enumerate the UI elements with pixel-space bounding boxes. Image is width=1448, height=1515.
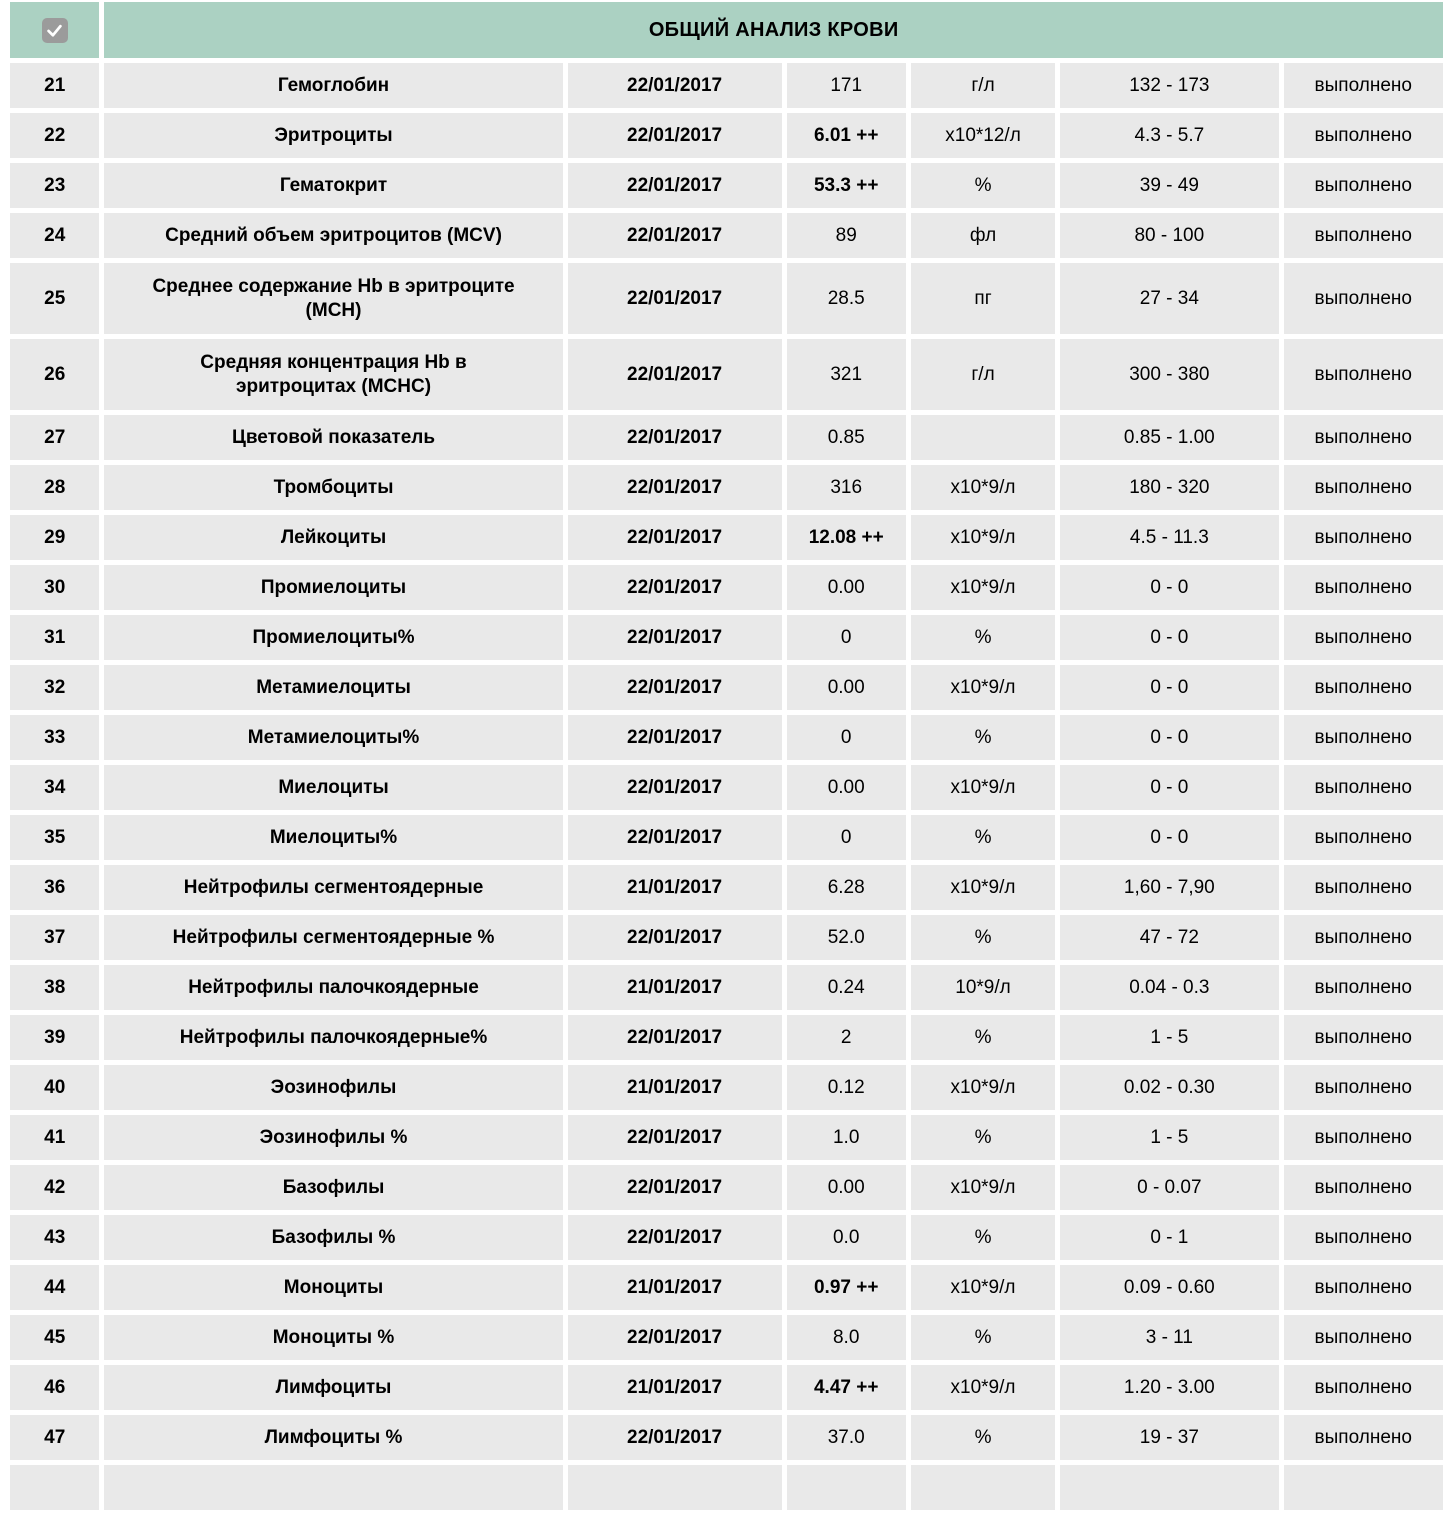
reference-range: 3 - 11: [1060, 1315, 1278, 1360]
reference-range: 0.09 - 0.60: [1060, 1265, 1278, 1310]
test-name: Метамиелоциты%: [104, 715, 562, 760]
row-number: 39: [10, 1015, 99, 1060]
row-number: 36: [10, 865, 99, 910]
status-label: выполнено: [1284, 865, 1443, 910]
test-value: 12.08 ++: [787, 515, 906, 560]
table-row: [10, 63, 1443, 108]
reference-range: 0 - 0: [1060, 615, 1278, 660]
test-unit: %: [911, 1115, 1055, 1160]
test-value: 0.85: [787, 415, 906, 460]
test-date: 22/01/2017: [568, 263, 782, 334]
test-value: 0.12: [787, 1065, 906, 1110]
row-number: 43: [10, 1215, 99, 1260]
reference-range: 0 - 0: [1060, 815, 1278, 860]
select-all-checkbox[interactable]: [42, 18, 68, 43]
test-name: Средний объем эритроцитов (MCV): [104, 213, 562, 258]
table-row-partial: [10, 1465, 1443, 1510]
test-date: 22/01/2017: [568, 213, 782, 258]
test-value: 0.24: [787, 965, 906, 1010]
row-number: 45: [10, 1315, 99, 1360]
test-date: [568, 1465, 782, 1510]
table-row: [10, 765, 1443, 810]
table-row: [10, 715, 1443, 760]
table-row: [10, 213, 1443, 258]
test-value: 2: [787, 1015, 906, 1060]
test-value: 0: [787, 615, 906, 660]
test-unit: [911, 415, 1055, 460]
status-label: выполнено: [1284, 665, 1443, 710]
status-label: выполнено: [1284, 163, 1443, 208]
test-date: 22/01/2017: [568, 765, 782, 810]
reference-range: 27 - 34: [1060, 263, 1278, 334]
status-label: выполнено: [1284, 339, 1443, 410]
row-number: 27: [10, 415, 99, 460]
test-date: 22/01/2017: [568, 665, 782, 710]
test-unit: x10*9/л: [911, 665, 1055, 710]
table-row: [10, 965, 1443, 1010]
test-value: 0.00: [787, 665, 906, 710]
table-row: [10, 665, 1443, 710]
table-row: [10, 1315, 1443, 1360]
test-name: Лимфоциты %: [104, 1415, 562, 1460]
test-date: 22/01/2017: [568, 113, 782, 158]
table-row: [10, 415, 1443, 460]
test-unit: %: [911, 1315, 1055, 1360]
test-name: Метамиелоциты: [104, 665, 562, 710]
table-row: [10, 263, 1443, 334]
test-value: 6.28: [787, 865, 906, 910]
section-title: ОБЩИЙ АНАЛИЗ КРОВИ: [104, 2, 1443, 58]
test-name: Нейтрофилы сегментоядерные %: [104, 915, 562, 960]
select-all-cell: [10, 2, 99, 58]
table-row: [10, 163, 1443, 208]
test-value: 316: [787, 465, 906, 510]
table-row: [10, 515, 1443, 560]
test-date: 22/01/2017: [568, 715, 782, 760]
table-row: [10, 615, 1443, 660]
status-label: выполнено: [1284, 213, 1443, 258]
test-unit: фл: [911, 213, 1055, 258]
row-number: 30: [10, 565, 99, 610]
row-number: 24: [10, 213, 99, 258]
test-date: 21/01/2017: [568, 1265, 782, 1310]
reference-range: 80 - 100: [1060, 213, 1278, 258]
row-number: 23: [10, 163, 99, 208]
test-name: Гемоглобин: [104, 63, 562, 108]
row-number: 31: [10, 615, 99, 660]
table-row: [10, 339, 1443, 410]
table-row: [10, 1065, 1443, 1110]
test-date: 22/01/2017: [568, 1415, 782, 1460]
row-number: 33: [10, 715, 99, 760]
test-unit: г/л: [911, 63, 1055, 108]
row-number: 37: [10, 915, 99, 960]
table-row: [10, 1015, 1443, 1060]
table-row: [10, 465, 1443, 510]
test-name: Эозинофилы: [104, 1065, 562, 1110]
status-label: выполнено: [1284, 113, 1443, 158]
row-number: 21: [10, 63, 99, 108]
test-unit: %: [911, 1015, 1055, 1060]
test-name: Нейтрофилы палочкоядерные: [104, 965, 562, 1010]
status-label: выполнено: [1284, 565, 1443, 610]
test-date: 22/01/2017: [568, 63, 782, 108]
row-number: [10, 1465, 99, 1510]
test-name: Лейкоциты: [104, 515, 562, 560]
table-row: [10, 815, 1443, 860]
test-unit: %: [911, 1415, 1055, 1460]
test-name: Тромбоциты: [104, 465, 562, 510]
test-unit: x10*9/л: [911, 515, 1055, 560]
test-date: 22/01/2017: [568, 915, 782, 960]
table-row: [10, 915, 1443, 960]
test-value: 0.00: [787, 765, 906, 810]
test-unit: %: [911, 1215, 1055, 1260]
table-row: [10, 1415, 1443, 1460]
reference-range: 1,60 - 7,90: [1060, 865, 1278, 910]
test-name: Нейтрофилы сегментоядерные: [104, 865, 562, 910]
status-label: выполнено: [1284, 1215, 1443, 1260]
test-unit: x10*9/л: [911, 765, 1055, 810]
reference-range: 0.04 - 0.3: [1060, 965, 1278, 1010]
test-value: 0.00: [787, 1165, 906, 1210]
test-name: Моноциты %: [104, 1315, 562, 1360]
reference-range: 1.20 - 3.00: [1060, 1365, 1278, 1410]
test-value: 321: [787, 339, 906, 410]
test-date: 22/01/2017: [568, 1115, 782, 1160]
status-label: выполнено: [1284, 465, 1443, 510]
lab-results-table: [5, 0, 1448, 1515]
test-date: 22/01/2017: [568, 339, 782, 410]
status-label: выполнено: [1284, 515, 1443, 560]
status-label: [1284, 1465, 1443, 1510]
test-date: 21/01/2017: [568, 865, 782, 910]
test-value: 0.97 ++: [787, 1265, 906, 1310]
table-row: [10, 1165, 1443, 1210]
status-label: выполнено: [1284, 915, 1443, 960]
test-unit: г/л: [911, 339, 1055, 410]
test-date: 22/01/2017: [568, 1215, 782, 1260]
status-label: выполнено: [1284, 765, 1443, 810]
test-unit: x10*12/л: [911, 113, 1055, 158]
row-number: 38: [10, 965, 99, 1010]
checkmark-icon: [45, 21, 64, 40]
table-row: [10, 1115, 1443, 1160]
status-label: выполнено: [1284, 1365, 1443, 1410]
row-number: 34: [10, 765, 99, 810]
reference-range: 47 - 72: [1060, 915, 1278, 960]
test-name: Промиелоциты%: [104, 615, 562, 660]
test-name: Миелоциты%: [104, 815, 562, 860]
test-value: 6.01 ++: [787, 113, 906, 158]
reference-range: 1 - 5: [1060, 1115, 1278, 1160]
test-unit: %: [911, 615, 1055, 660]
test-date: 21/01/2017: [568, 965, 782, 1010]
test-name: [104, 1465, 562, 1510]
test-value: 52.0: [787, 915, 906, 960]
test-name: Цветовой показатель: [104, 415, 562, 460]
test-unit: пг: [911, 263, 1055, 334]
test-value: 0: [787, 815, 906, 860]
reference-range: 39 - 49: [1060, 163, 1278, 208]
test-date: 22/01/2017: [568, 565, 782, 610]
status-label: выполнено: [1284, 815, 1443, 860]
reference-range: 0 - 0: [1060, 765, 1278, 810]
test-name: Моноциты: [104, 1265, 562, 1310]
test-unit: %: [911, 715, 1055, 760]
test-date: 22/01/2017: [568, 1165, 782, 1210]
test-value: 37.0: [787, 1415, 906, 1460]
test-value: 0.00: [787, 565, 906, 610]
test-unit: x10*9/л: [911, 1365, 1055, 1410]
row-number: 42: [10, 1165, 99, 1210]
reference-range: 0.02 - 0.30: [1060, 1065, 1278, 1110]
table-row: [10, 565, 1443, 610]
test-name: Лимфоциты: [104, 1365, 562, 1410]
test-value: 53.3 ++: [787, 163, 906, 208]
reference-range: 180 - 320: [1060, 465, 1278, 510]
test-value: 0.0: [787, 1215, 906, 1260]
row-number: 29: [10, 515, 99, 560]
test-name: Эозинофилы %: [104, 1115, 562, 1160]
row-number: 26: [10, 339, 99, 410]
test-name: Средняя концентрация Hb в эритроцитах (MCHC): [104, 339, 562, 410]
test-name: Миелоциты: [104, 765, 562, 810]
test-date: 22/01/2017: [568, 815, 782, 860]
test-date: 22/01/2017: [568, 1015, 782, 1060]
row-number: 32: [10, 665, 99, 710]
row-number: 35: [10, 815, 99, 860]
status-label: выполнено: [1284, 63, 1443, 108]
table-row: [10, 1215, 1443, 1260]
reference-range: 4.3 - 5.7: [1060, 113, 1278, 158]
test-value: 8.0: [787, 1315, 906, 1360]
row-number: 46: [10, 1365, 99, 1410]
status-label: выполнено: [1284, 1165, 1443, 1210]
status-label: выполнено: [1284, 1065, 1443, 1110]
test-unit: 10*9/л: [911, 965, 1055, 1010]
test-value: 4.47 ++: [787, 1365, 906, 1410]
test-date: 22/01/2017: [568, 163, 782, 208]
reference-range: 0 - 0: [1060, 565, 1278, 610]
reference-range: [1060, 1465, 1278, 1510]
test-date: 22/01/2017: [568, 1315, 782, 1360]
test-name: Среднее содержание Hb в эритроците (MCH): [104, 263, 562, 334]
row-number: 44: [10, 1265, 99, 1310]
status-label: выполнено: [1284, 1265, 1443, 1310]
row-number: 28: [10, 465, 99, 510]
reference-range: 0 - 0: [1060, 665, 1278, 710]
test-unit: x10*9/л: [911, 865, 1055, 910]
test-date: 21/01/2017: [568, 1365, 782, 1410]
test-unit: %: [911, 815, 1055, 860]
status-label: выполнено: [1284, 1115, 1443, 1160]
test-unit: [911, 1465, 1055, 1510]
test-date: 21/01/2017: [568, 1065, 782, 1110]
test-value: 1.0: [787, 1115, 906, 1160]
reference-range: 19 - 37: [1060, 1415, 1278, 1460]
reference-range: 1 - 5: [1060, 1015, 1278, 1060]
status-label: выполнено: [1284, 1315, 1443, 1360]
test-unit: x10*9/л: [911, 1265, 1055, 1310]
status-label: выполнено: [1284, 715, 1443, 760]
reference-range: 0.85 - 1.00: [1060, 415, 1278, 460]
test-unit: x10*9/л: [911, 465, 1055, 510]
test-unit: x10*9/л: [911, 1065, 1055, 1110]
test-value: 89: [787, 213, 906, 258]
test-unit: %: [911, 915, 1055, 960]
reference-range: 0 - 0: [1060, 715, 1278, 760]
row-number: 40: [10, 1065, 99, 1110]
row-number: 25: [10, 263, 99, 334]
test-date: 22/01/2017: [568, 465, 782, 510]
test-value: 171: [787, 63, 906, 108]
test-date: 22/01/2017: [568, 415, 782, 460]
reference-range: 0 - 1: [1060, 1215, 1278, 1260]
table-row: [10, 1265, 1443, 1310]
status-label: выполнено: [1284, 615, 1443, 660]
status-label: выполнено: [1284, 263, 1443, 334]
test-unit: x10*9/л: [911, 565, 1055, 610]
table-body: [10, 63, 1443, 1510]
status-label: выполнено: [1284, 415, 1443, 460]
test-value: [787, 1465, 906, 1510]
test-date: 22/01/2017: [568, 615, 782, 660]
status-label: выполнено: [1284, 965, 1443, 1010]
test-name: Гематокрит: [104, 163, 562, 208]
test-unit: %: [911, 163, 1055, 208]
row-number: 41: [10, 1115, 99, 1160]
test-date: 22/01/2017: [568, 515, 782, 560]
test-name: Промиелоциты: [104, 565, 562, 610]
test-value: 0: [787, 715, 906, 760]
test-name: Эритроциты: [104, 113, 562, 158]
test-name: Нейтрофилы палочкоядерные%: [104, 1015, 562, 1060]
status-label: выполнено: [1284, 1415, 1443, 1460]
table-row: [10, 865, 1443, 910]
reference-range: 300 - 380: [1060, 339, 1278, 410]
reference-range: 132 - 173: [1060, 63, 1278, 108]
status-label: выполнено: [1284, 1015, 1443, 1060]
test-value: 28.5: [787, 263, 906, 334]
table-row: [10, 1365, 1443, 1410]
test-name: Базофилы %: [104, 1215, 562, 1260]
reference-range: 4.5 - 11.3: [1060, 515, 1278, 560]
test-unit: x10*9/л: [911, 1165, 1055, 1210]
table-row: [10, 113, 1443, 158]
reference-range: 0 - 0.07: [1060, 1165, 1278, 1210]
row-number: 22: [10, 113, 99, 158]
row-number: 47: [10, 1415, 99, 1460]
test-name: Базофилы: [104, 1165, 562, 1210]
section-header-row: [10, 2, 1443, 58]
